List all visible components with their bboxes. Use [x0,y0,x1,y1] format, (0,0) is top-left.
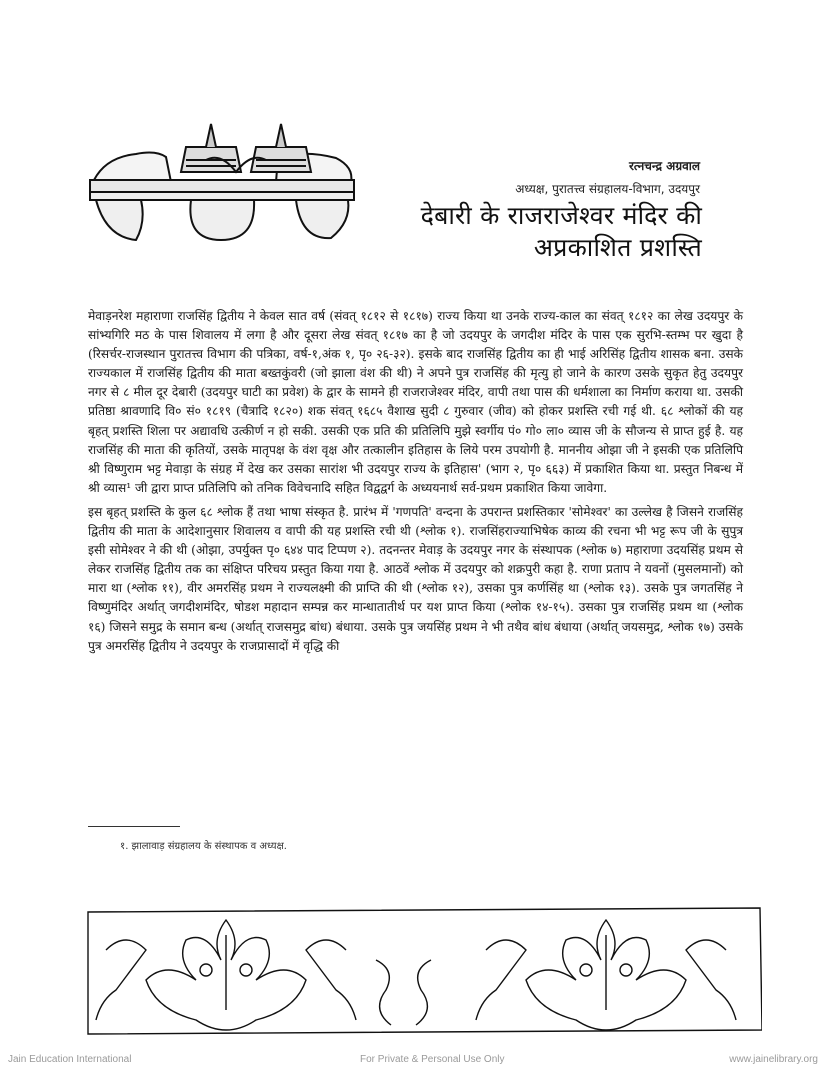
author-affiliation: अध्यक्ष, पुरातत्त्व संग्रहालय-विभाग, उदयपुर [515,182,700,196]
paragraph: इस बृहत् प्रशस्ति के कुल ६८ श्लोक हैं तथा भाषा संस्कृत है. प्रारंभ में 'गणपति' वन्दना के उपरान्त प्रशस्तिकार 'सोमेश्वर' का उल्लेख है जिसने राजसिंह द्वितीय की माता के आदेशानुसार शिवालय व वापी की यह प्रशस्ति रची थी (श्लोक १). राजसिंहराज्याभिषेक काव्य की रचना भी भट्ट रूप जी के सुपुत्र इसी सोमेश्वर ने की थी (ओझा, उपर्युक्त पृ० ६४४ पाद टिप्पण २). तदनन्तर मेवाड़ के उदयपुर नगर के संस्थापक (श्लोक ७) महाराणा उदयसिंह प्रथम से लेकर राजसिंह द्वितीय तक का संक्षिप्त परिचय प्रस्तुत किया गया है. आठवें श्लोक में उदयपुर को शक्रपुरी कहा है. राणा प्रताप ने यवनों (मुसलमानों) को मारा था (श्लोक ११), वीर अमरसिंह प्रथम ने राज्यलक्ष्मी की प्राप्ति की थी (श्लोक १२), उसका पुत्र कर्णसिंह था (श्लोक १३). उसके पुत्र जगतसिंह ने विष्णुमंदिर अर्थात् जगदीशमंदिर, षोडश महादान सम्पन्न कर मान्धातातीर्थ पर यश प्राप्त किया (श्लोक १४-१५). उसका पुत्र राजसिंह प्रथम था (श्लोक १६) जिसने समुद्र के समान बन्ध (अर्थात् राजसमुद्र बांध) बंधाया. उसके पुत्र जयसिंह प्रथम ने भी तथैव बांध बंधाया (अर्थात् जयसमुद्र, श्लोक १७) उसके पुत्र अमरसिंह द्वितीय ने उदयपुर के राजप्रासादों में वृद्धि की [88,504,743,653]
paragraph: मेवाड़नरेश महाराणा राजसिंह द्वितीय ने केवल सात वर्ष (संवत् १८१२ से १८१७) राज्य किया था उनके राज्य-काल का संवत् १८१२ का लेख उदयपुर के सांभ्यगिरि मठ के पास शिवालय में लगा है और दूसरा लेख संवत् १८१७ का है जो उदयपुर के जगदीश मंदिर के पास एक सुरभि-स्तम्भ पर खुदा है (रिसर्चर-राजस्थान पुरातत्त्व विभाग की पत्रिका, वर्ष-१,अंक १, पृ० २६-३२). इसके बाद राजसिंह द्वितीय का ही भाई अरिसिंह द्वितीय शासक बना. उसके राज्यकाल में राजसिंह द्वितीय की माता बख्तकुंवरी (जो झाला वंश की थी) ने अपने पुत्र राजसिंह की मृत्यु हो जाने के कारण उसके सुकृत हेतु उदयपुर नगर से ८ मील दूर देबारी (उदयपुर घाटी का प्रवेश) के द्वार के सामने ही राजराजेश्वर मंदिर, वापी तथा पास की धर्मशाला का निर्माण कराया था. उसकी प्रतिष्ठा श्रावणादि वि० सं० १८१९ (चैत्रादि १८२०) शक संवत् १६८५ वैशाख सुदी ८ गुरुवार (जीव) को होकर प्रशस्ति रची गई थी. ६८ श्लोकों की यह बृहत् प्रशस्ति शिला पर अद्यावधि उत्कीर्ण न हो सकी. उसकी एक प्रति की प्रतिलिपि मुझे स्वर्गीय पं० गो० ला० व्यास जी के सौजन्य से प्राप्त हुई है. यह राजसिंह की माता की कृतियों, उसके मातृपक्ष के वंश वृक्ष और तत्कालीन इतिहास के लिये परम उपयोगी है. माननीय ओझा जी ने इसकी एक प्रतिलिपि श्री विष्णुराम भट्ट मेवाड़ा के संग्रह में देख कर उसका सारांश भी उदयपुर राज्य के इतिहास' (भाग २, पृ० ६६३) में प्रकाशित किया था. प्रस्तुत निबन्ध में श्री व्यास¹ जी द्वारा प्राप्त प्रतिलिपि को तनिक विवेचनादि सहित विद्वद्वर्ग के अध्ययनार्थ सर्व-प्रथम प्रकाशित किया जावेगा. [88,309,743,495]
footer-publisher: Jain Education International [8,1054,132,1065]
article-title [421,200,702,264]
footnote: १. झालावाड़ संग्रहालय के संस्थापक व अध्यक्ष. [120,841,287,852]
temple-carving-illustration-icon [86,112,358,242]
title-line-2: अप्रकाशित प्रशस्ति [533,233,702,262]
footer-website-link[interactable]: www.jainelibrary.org [729,1054,818,1065]
title-line-1: देबारी के राजराजेश्वर मंदिर की [420,201,702,230]
footer-usage-note: For Private & Personal Use Only [360,1054,505,1065]
floral-border-illustration-icon [86,900,762,1040]
article-body [88,307,743,661]
footnote-divider [88,826,180,827]
author-name: रत्नचन्द्र अग्रवाल [629,159,700,173]
